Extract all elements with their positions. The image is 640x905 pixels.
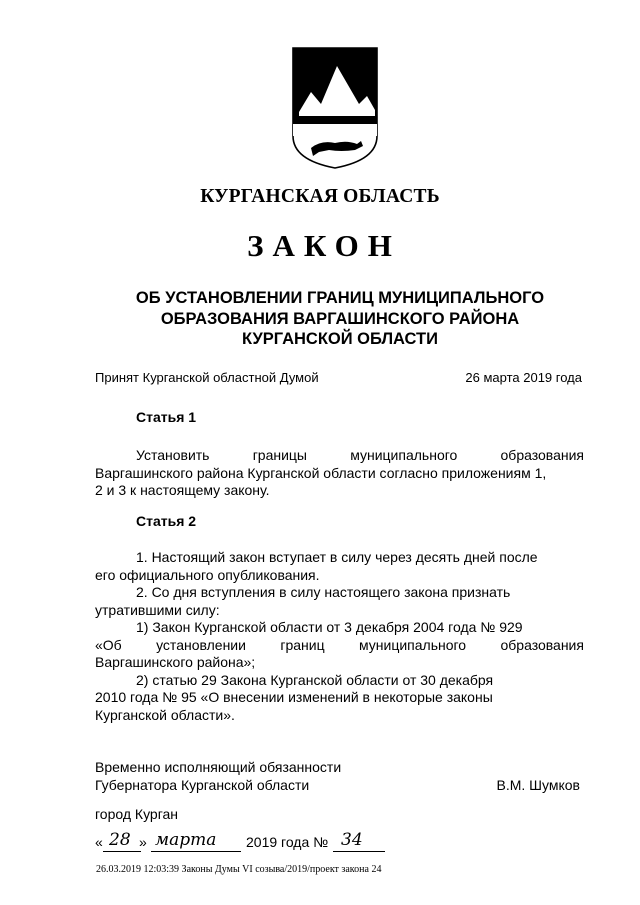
text-segment: установлении (156, 636, 246, 653)
adoption-line (95, 370, 585, 388)
handwritten-day: 28 (109, 830, 131, 850)
text-segment: муниципального (350, 447, 458, 463)
document-type-title: ЗАКОН (247, 228, 401, 263)
subject-line: ОБ УСТАНОВЛЕНИИ ГРАНИЦ МУНИЦИПАЛЬНОГО (135, 289, 545, 307)
text-line (95, 619, 584, 637)
text-segment: образования (500, 447, 584, 463)
article-1-heading: Статья 1 (136, 409, 197, 425)
region-title: КУРГАНСКАЯ ОБЛАСТЬ (200, 186, 440, 207)
subject-line: КУРГАНСКОЙ ОБЛАСТИ (242, 330, 438, 348)
text-line (95, 465, 584, 483)
text-line (95, 482, 584, 500)
text-segment: 2) статью 29 Закона Курганской области от 30 декабря (136, 671, 494, 688)
text-segment: его официального опубликования. (95, 566, 320, 583)
handwritten-number: 34 (341, 830, 363, 850)
article-2-text (95, 549, 584, 724)
text-line (95, 707, 584, 725)
date-year-text: 2019 года № (246, 834, 329, 850)
open-quote: « (95, 834, 103, 850)
text-line (95, 602, 584, 620)
text-line (95, 654, 584, 672)
text-line (95, 567, 584, 585)
city: город Курган (95, 806, 179, 822)
signer-name: В.М. Шумков (496, 777, 580, 793)
text-segment: образования (500, 636, 584, 653)
signer-block (95, 777, 585, 793)
article-2-heading: Статья 2 (136, 513, 197, 529)
signer-position-line-2: Губернатора Курганской области (95, 777, 310, 793)
text-line (95, 447, 584, 465)
text-segment: 2. Со дня вступления в силу настоящего закона признать (136, 584, 511, 600)
coat-of-arms-icon (289, 44, 381, 172)
adopted-by: Принят Курганской областной Думой (95, 370, 319, 385)
text-segment: границы (252, 447, 307, 463)
text-line (95, 584, 584, 602)
text-line (95, 549, 584, 567)
signing-date-line (95, 830, 495, 856)
law-subject (95, 288, 585, 350)
adoption-date: 26 марта 2019 года (465, 370, 582, 385)
text-segment: «Об (95, 636, 122, 653)
text-line (95, 672, 584, 690)
text-segment: границ (280, 636, 325, 653)
text-segment: Варгашинского района»; (95, 654, 256, 670)
text-segment: Варгашинского района Курганской области согласно приложениям 1, (95, 464, 547, 481)
text-segment: 2 и 3 к настоящему закону. (95, 482, 270, 498)
signer-position-line-1: Временно исполняющий обязанности (95, 759, 342, 775)
text-segment: 1. Настоящий закон вступает в силу через десять дней после (136, 549, 538, 565)
article-1-text (95, 447, 584, 500)
subject-line: ОБРАЗОВАНИЯ ВАРГАШИНСКОГО РАЙОНА (160, 309, 520, 328)
text-segment: Курганской области». (95, 706, 235, 723)
text-segment: муниципального (358, 636, 467, 653)
text-segment: Установить (136, 447, 210, 463)
text-segment: 2010 года № 95 «О внесении изменений в некоторые законы (95, 689, 493, 705)
handwritten-month: марта (155, 830, 217, 850)
text-line (95, 689, 584, 707)
footer-metadata: 26.03.2019 12:03:39 Законы Думы VI созыва/2019/проект закона 24 (96, 864, 382, 875)
text-segment: утратившими силу: (95, 601, 220, 618)
text-line (95, 637, 584, 655)
close-quote: » (139, 834, 147, 850)
text-segment: 1) Закон Курганской области от 3 декабря 2004 года № 929 (136, 619, 523, 635)
